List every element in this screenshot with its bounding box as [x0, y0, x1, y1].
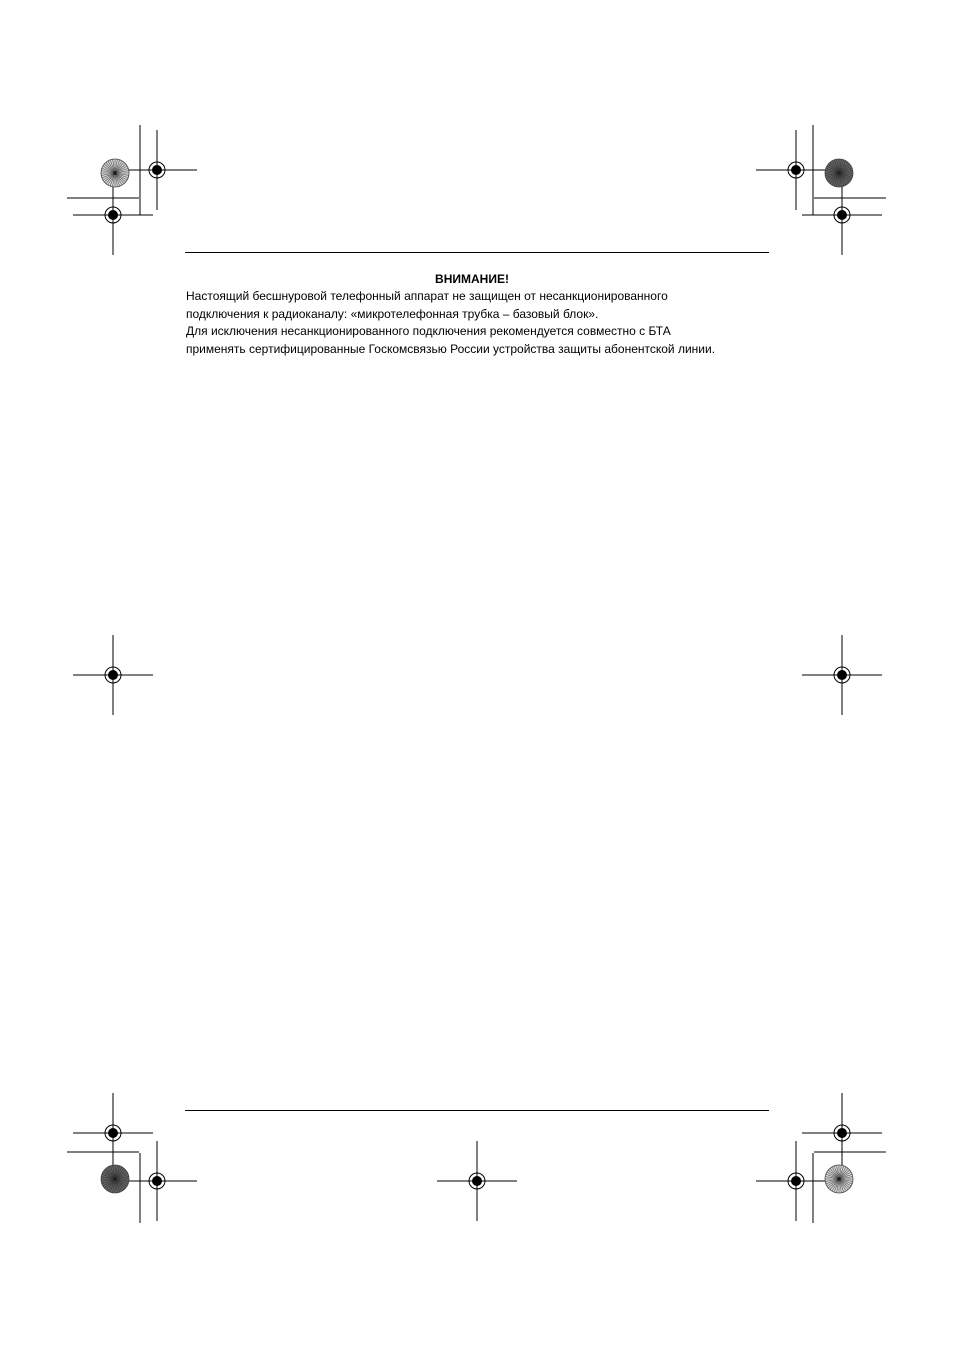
registration-mark-middle-right [802, 635, 882, 715]
warning-notice [186, 271, 786, 358]
color-target-bottom-left [101, 1165, 129, 1193]
warning-line: подключения к радиоканалу: «микротелефонная трубка – базовый блок». [186, 306, 599, 321]
color-target-top-right [825, 159, 853, 187]
warning-line: Для исключения несанкционированного подключения рекомендуется совместно с БТА [186, 324, 671, 338]
registration-mark-bottom-right-outer [802, 1093, 882, 1173]
footer-rule [185, 1110, 769, 1111]
registration-mark-bottom-center [437, 1141, 517, 1221]
color-target-top-left [101, 159, 129, 187]
registration-mark-middle-left [73, 635, 153, 715]
warning-line: Настоящий бесшнуровой телефонный аппарат не защищен от несанкционированного [186, 289, 668, 303]
registration-mark-bottom-left-outer [73, 1093, 153, 1173]
warning-heading: ВНИМАНИЕ! [435, 272, 509, 286]
header-rule [185, 252, 769, 253]
registration-mark-bottom-right [756, 1141, 836, 1221]
warning-line: применять сертифицированные Госкомсвязью России устройства защиты абонентской линии. [186, 341, 716, 356]
color-target-bottom-right [825, 1165, 853, 1193]
